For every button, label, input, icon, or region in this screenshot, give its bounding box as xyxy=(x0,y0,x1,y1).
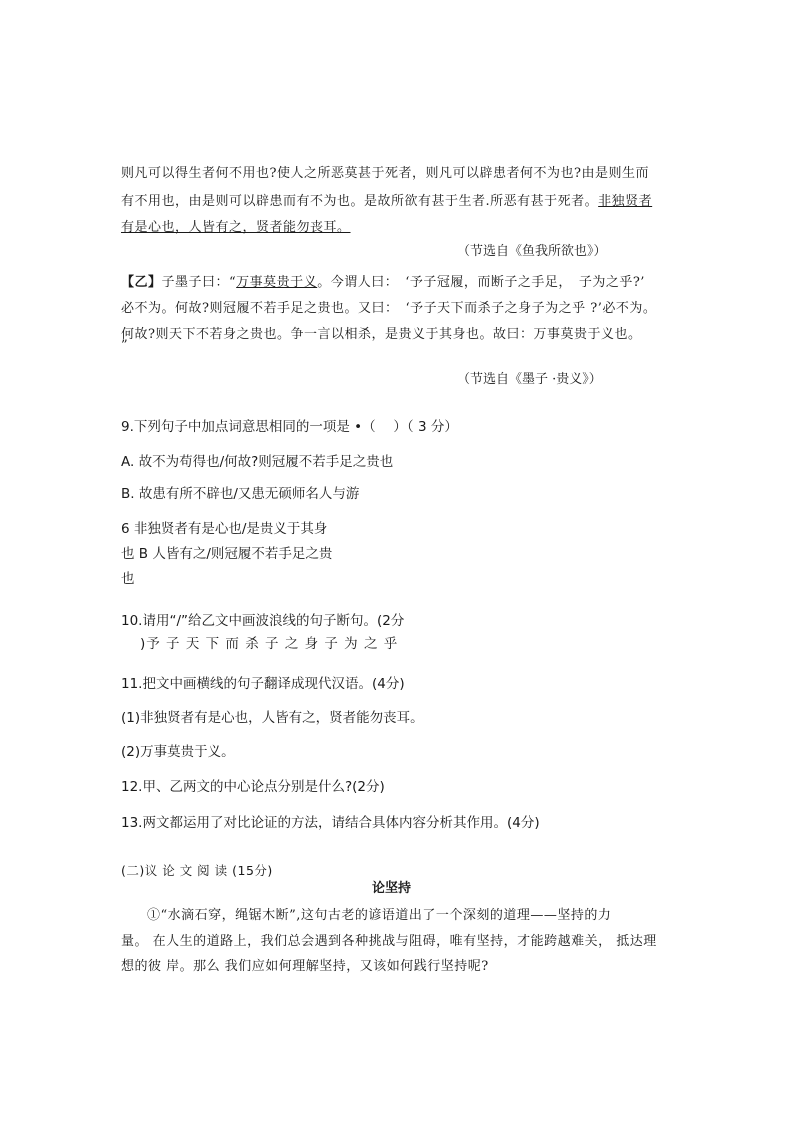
question-13: 13.两文都运用了对比论证的方法，请结合具体内容分析其作用。(4分) xyxy=(121,815,540,831)
passage-a-underlined-1: 非独贤者 xyxy=(598,194,653,209)
question-11: 11.把文中画横线的句子翻译成现代汉语。(4分) xyxy=(121,676,405,692)
question-11-item-1: (1)非独贤者有是心也，人皆有之，贤者能勿丧耳。 xyxy=(121,710,424,726)
article-paragraph-1-line-2: 量。 在人生的道路上，我们总会遇到各种挑战与阻碍，唯有坚持，才能跨越难关， 抵达理 xyxy=(121,934,657,949)
passage-a-line-3 xyxy=(121,216,351,235)
passage-a-underlined-2: 有是心也，人皆有之，贤者能勿丧耳。 xyxy=(121,220,351,235)
passage-b-line-1 xyxy=(121,271,645,290)
passage-b-line-2: 必不为。何故?则冠履不若手足之贵也。又曰： ‘予子天下而杀子之身子为之乎 ?’必不为。 xyxy=(121,301,657,316)
passage-b-source: （节选自《墨子 ·贵义》） xyxy=(457,372,602,387)
article-title: 论坚持 xyxy=(372,881,412,896)
question-9-option-c-line-2: 也 B 人皆有之/则冠履不若手足之贵 xyxy=(121,546,333,562)
question-9-option-c-line-1: 6 非独贤者有是心也/是贵义于其身 xyxy=(121,521,328,537)
question-9-option-c-line-3: 也 xyxy=(121,571,135,587)
passage-b-line-4: ” xyxy=(121,338,129,353)
passage-b-line-1-b: 。今谓人曰： ‘予子冠履，而断子之手足， 子为之乎?’ xyxy=(317,275,645,290)
passage-a-line-2 xyxy=(121,190,652,209)
question-10: 10.请用“/”给乙文中画波浪线的句子断句。(2分 xyxy=(121,613,405,629)
passage-a-source: （节选自《鱼我所欲也》） xyxy=(457,244,607,259)
passage-b-label: 【乙】 xyxy=(121,275,162,290)
question-11-item-2: (2)万事莫贵于义。 xyxy=(121,744,235,760)
passage-b-line-1-a: 子墨子曰：“ xyxy=(161,275,237,290)
passage-a-line-1: 则凡可以得生者何不用也?使人之所恶莫甚于死者，则凡可以辟患者何不为也?由是则生而 xyxy=(121,166,649,181)
passage-b-underlined: 万事莫贵于义 xyxy=(236,275,318,290)
passage-b-line-3: 何故?则天下不若身之贵也。争一言以相杀，是贵义于其身也。故曰：万事莫贵于义也。 xyxy=(121,327,642,342)
question-10-sentence: )予 子 天 下 而 杀 子 之 身 子 为 之 乎 xyxy=(140,636,399,652)
question-9-option-b: B. 故患有所不辟也/又患无硕师名人与游 xyxy=(121,486,360,502)
section-2-heading: (二)议 论 文 阅 读 (15分) xyxy=(121,863,273,878)
question-9: 9.下列句子中加点词意思相同的一项是 •（ ）（ 3 分） xyxy=(121,419,458,435)
article-paragraph-1-line-1: ①“水滴石穿，绳锯木断”,这句古老的谚语道出了一个深刻的道理——坚持的力 xyxy=(147,908,612,923)
article-paragraph-1-line-3: 想的彼 岸。那么 我们应如何理解坚持，又该如何践行坚持呢? xyxy=(121,959,489,974)
passage-a-line-2-text: 有不用也，由是则可以辟患而有不为也。是故所欲有甚于生者.所恶有甚于死者。 xyxy=(121,194,599,209)
question-9-option-a: A. 故不为苟得也/何故?则冠履不若手足之贵也 xyxy=(121,454,394,470)
question-12: 12.甲、乙两文的中心论点分别是什么?(2分) xyxy=(121,779,385,795)
